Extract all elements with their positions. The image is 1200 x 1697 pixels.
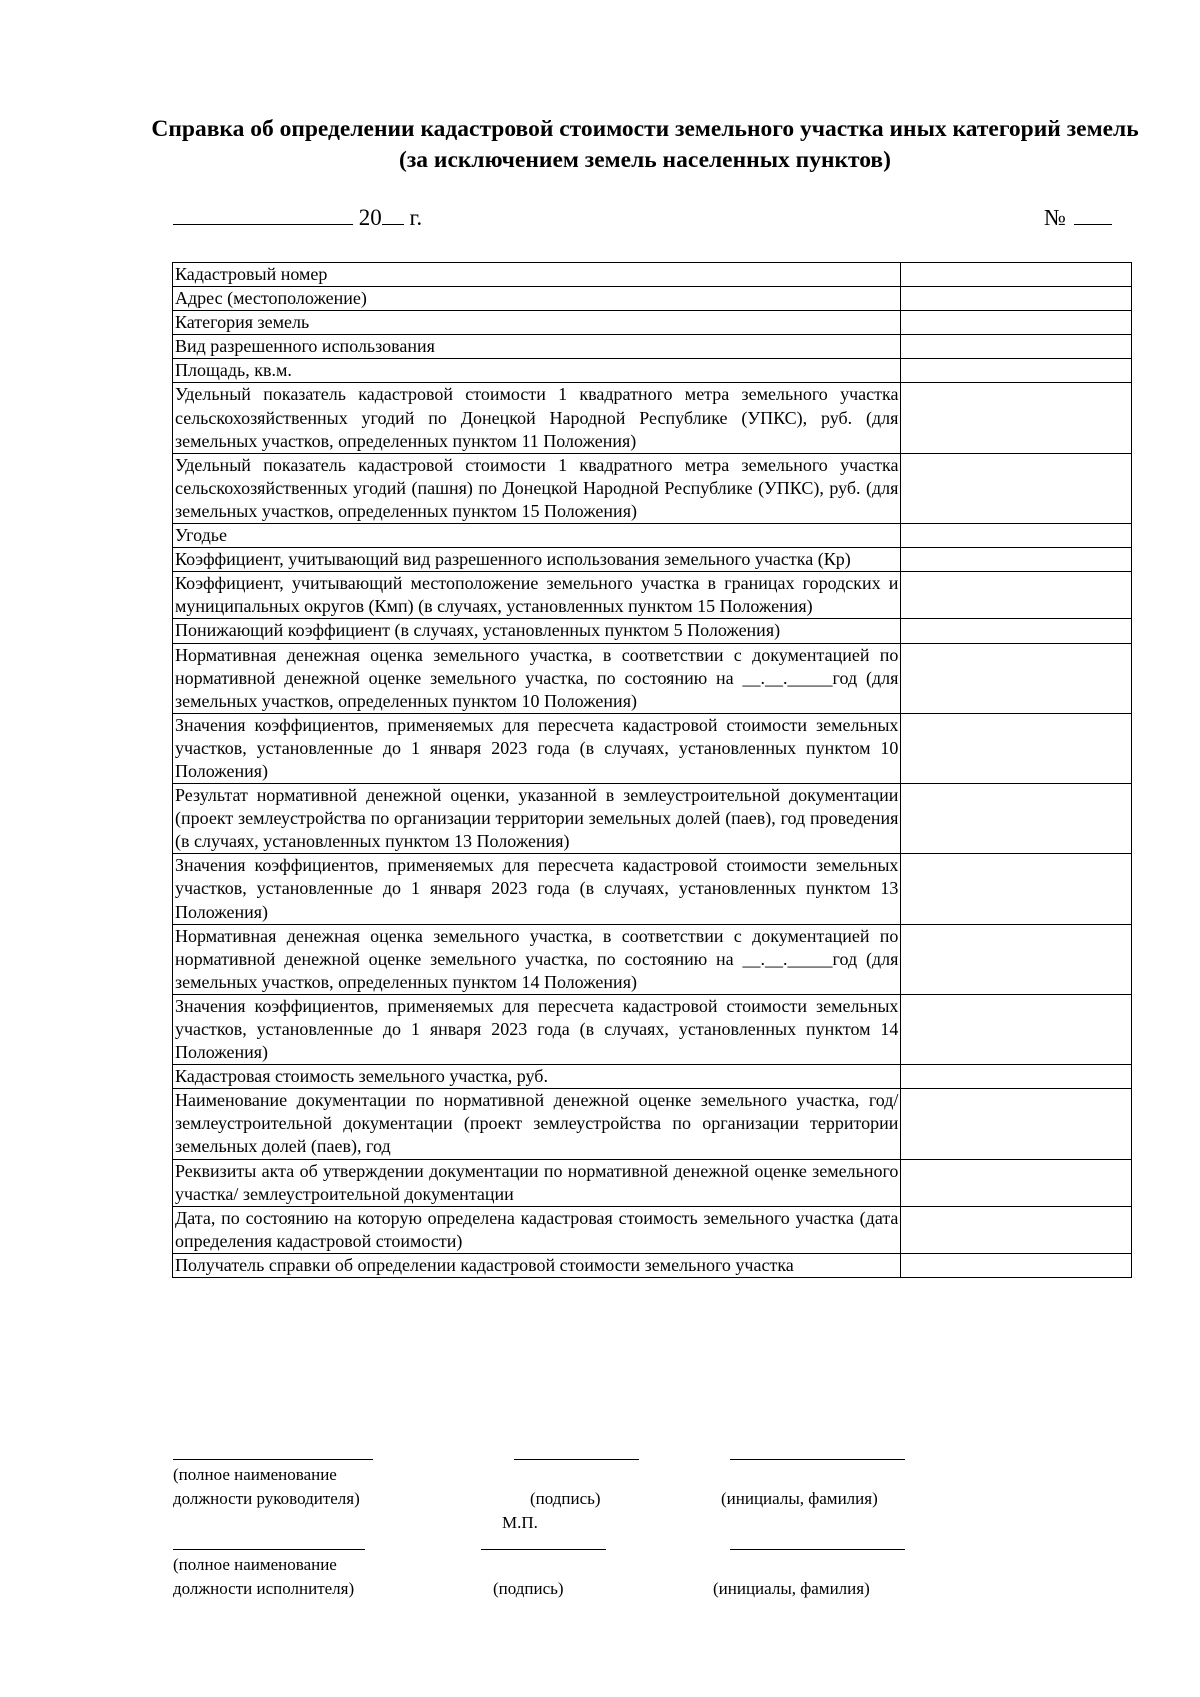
row-value	[901, 1206, 1132, 1253]
row-label: Получатель справки об определении кадастровой стоимости земельного участка	[173, 1253, 901, 1277]
row-label: Угодье	[173, 524, 901, 548]
row-label: Удельный показатель кадастровой стоимости 1 квадратного метра земельного участка сельскохозяйственных угодий (пашня) по Донецкой Народной Республике (УПКС), руб. (для земельных участков, определенных пунктом 15 Положения)	[173, 453, 901, 523]
date-line	[173, 204, 422, 232]
row-value	[901, 287, 1132, 311]
row-label: Вид разрешенного использования	[173, 335, 901, 359]
table-row	[173, 1253, 1132, 1277]
row-label: Адрес (местоположение)	[173, 287, 901, 311]
row-value	[901, 1089, 1132, 1159]
row-value	[901, 524, 1132, 548]
table-row	[173, 924, 1132, 994]
row-label: Нормативная денежная оценка земельного участка, в соответствии с документацией по нормативной денежной оценке земельного участка, по состоянию на __.__._____год (для земельных участков, определенных пунктом 10 Положения)	[173, 643, 901, 713]
row-label: Значения коэффициентов, применяемых для пересчета кадастровой стоимости земельных участков, установленные до 1 января 2023 года (в случаях, установленных пунктом 10 Положения)	[173, 713, 901, 783]
row-label: Удельный показатель кадастровой стоимости 1 квадратного метра земельного участка сельскохозяйственных угодий по Донецкой Народной Республике (УПКС), руб. (для земельных участков, определенных пунктом 11 Положения)	[173, 383, 901, 453]
row-value	[901, 453, 1132, 523]
row-label: Коэффициент, учитывающий вид разрешенного использования земельного участка (Кр)	[173, 548, 901, 572]
document-number	[1044, 204, 1112, 232]
table-row	[173, 713, 1132, 783]
table-row	[173, 1206, 1132, 1253]
table-row	[173, 335, 1132, 359]
head-signature-line	[514, 1459, 639, 1460]
year-suffix: г.	[409, 205, 423, 230]
row-value	[901, 263, 1132, 287]
head-position-caption: (полное наименование должности руководителя)	[173, 1465, 360, 1508]
row-label: Наименование документации по нормативной денежной оценке земельного участка, год/ землеустроительной документации (проект землеустройства по организации территории земельных долей (паев), год	[173, 1089, 901, 1159]
table-row	[173, 548, 1132, 572]
table-row	[173, 287, 1132, 311]
year-blank	[382, 204, 404, 225]
row-value	[901, 854, 1132, 924]
executor-name-line	[730, 1549, 905, 1550]
date-blank	[173, 204, 353, 225]
row-value	[901, 643, 1132, 713]
row-value	[901, 619, 1132, 643]
year-prefix: 20	[358, 205, 382, 230]
row-label: Значения коэффициентов, применяемых для пересчета кадастровой стоимости земельных участков, установленные до 1 января 2023 года (в случаях, установленных пунктом 14 Положения)	[173, 994, 901, 1064]
row-value	[901, 713, 1132, 783]
table-row	[173, 643, 1132, 713]
cadastral-info-table	[172, 262, 1132, 1278]
row-value	[901, 335, 1132, 359]
executor-signature-caption: (подпись)	[493, 1579, 564, 1598]
row-label: Значения коэффициентов, применяемых для пересчета кадастровой стоимости земельных участков, установленные до 1 января 2023 года (в случаях, установленных пунктом 13 Положения)	[173, 854, 901, 924]
table-row	[173, 1089, 1132, 1159]
row-label: Реквизиты акта об утверждении документации по нормативной денежной оценке земельного участка/ землеустроительной документации	[173, 1159, 901, 1206]
table-row	[173, 854, 1132, 924]
row-value	[901, 359, 1132, 383]
row-label: Дата, по состоянию на которую определена кадастровая стоимость земельного участка (дата определения кадастровой стоимости)	[173, 1206, 901, 1253]
table-row	[173, 263, 1132, 287]
executor-position-caption: (полное наименование должности исполнителя)	[173, 1555, 355, 1598]
head-name-caption: (инициалы, фамилия)	[721, 1489, 878, 1508]
row-value	[901, 1253, 1132, 1277]
table-row	[173, 994, 1132, 1064]
table-row	[173, 619, 1132, 643]
number-label: №	[1044, 205, 1066, 230]
head-signature-caption: (подпись)	[530, 1489, 601, 1508]
table-row	[173, 572, 1132, 619]
table-row	[173, 311, 1132, 335]
head-name-line	[730, 1459, 905, 1460]
table-row	[173, 1159, 1132, 1206]
executor-position-line	[173, 1549, 365, 1550]
row-value	[901, 572, 1132, 619]
number-blank	[1074, 204, 1112, 225]
table-row	[173, 784, 1132, 854]
head-position-line	[173, 1459, 373, 1460]
row-value	[901, 311, 1132, 335]
row-value	[901, 1159, 1132, 1206]
table-row	[173, 1065, 1132, 1089]
stamp-label: М.П.	[502, 1513, 538, 1532]
table-row	[173, 524, 1132, 548]
row-value	[901, 383, 1132, 453]
row-value	[901, 994, 1132, 1064]
row-value	[901, 924, 1132, 994]
table-row	[173, 383, 1132, 453]
row-value	[901, 784, 1132, 854]
row-label: Нормативная денежная оценка земельного участка, в соответствии с документацией по нормативной денежной оценке земельного участка, по состоянию на __.__._____год (для земельных участков, определенных пунктом 14 Положения)	[173, 924, 901, 994]
row-value	[901, 1065, 1132, 1089]
row-label: Результат нормативной денежной оценки, указанной в землеустроительной документации (проект землеустройства по организации территории земельных долей (паев), год проведения (в случаях, установленных пунктом 13 Положения)	[173, 784, 901, 854]
table-row	[173, 359, 1132, 383]
row-label: Площадь, кв.м.	[173, 359, 901, 383]
executor-signature-line	[481, 1549, 606, 1550]
row-label: Понижающий коэффициент (в случаях, установленных пунктом 5 Положения)	[173, 619, 901, 643]
row-label: Кадастровая стоимость земельного участка, руб.	[173, 1065, 901, 1089]
row-label: Категория земель	[173, 311, 901, 335]
row-value	[901, 548, 1132, 572]
row-label: Кадастровый номер	[173, 263, 901, 287]
table-row	[173, 453, 1132, 523]
executor-name-caption: (инициалы, фамилия)	[713, 1579, 870, 1598]
document-title: Справка об определении кадастровой стоимости земельного участка иных категорий земель (за исключением земель населенных пунктов)	[151, 116, 1139, 173]
row-label: Коэффициент, учитывающий местоположение земельного участка в границах городских и муниципальных округов (Кмп) (в случаях, установленных пунктом 15 Положения)	[173, 572, 901, 619]
